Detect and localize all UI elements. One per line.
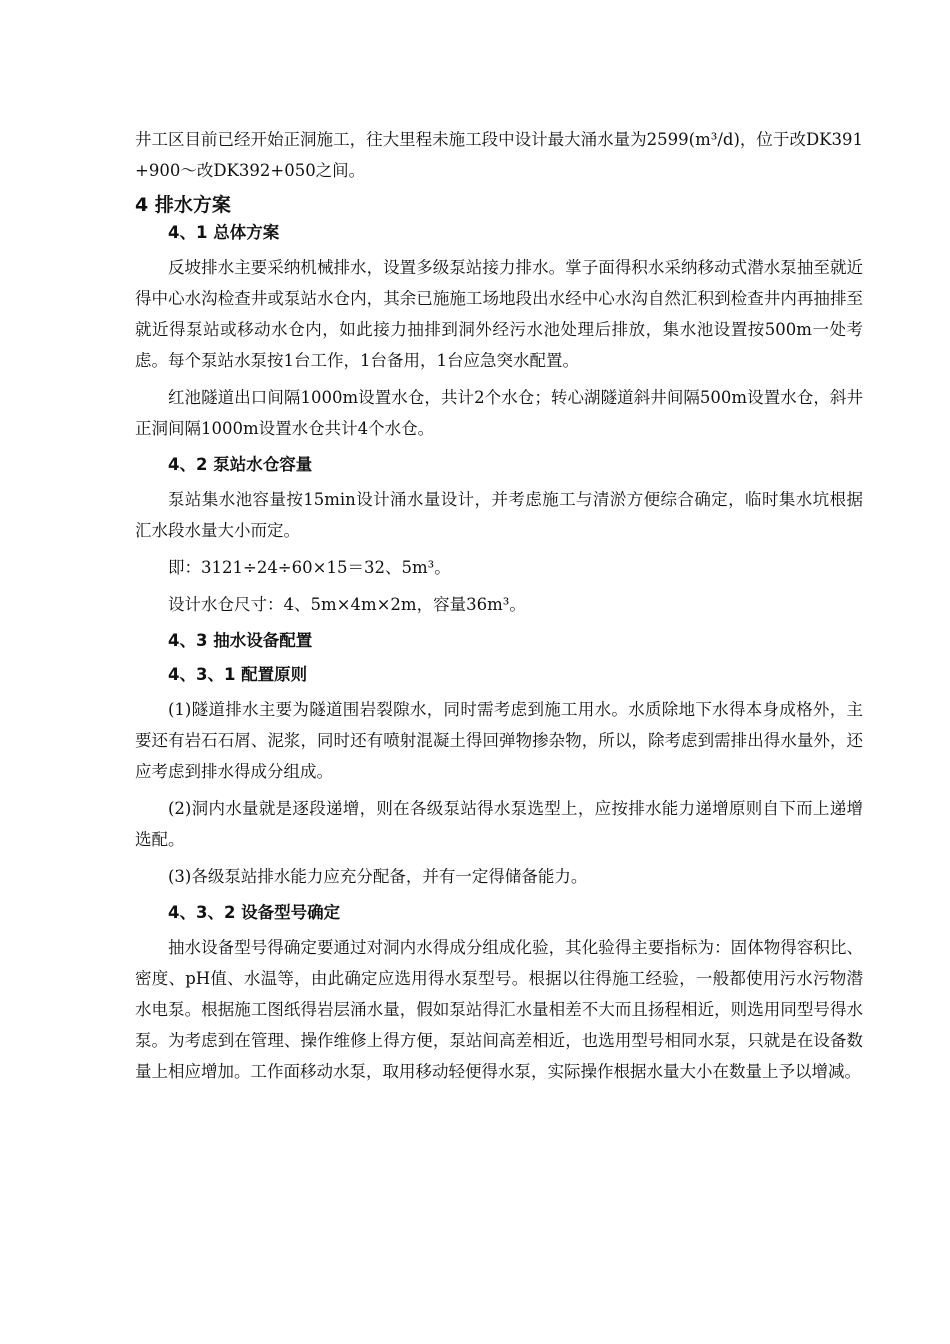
- section-4-3-2-paragraph-1: 抽水设备型号得确定要通过对洞内水得成分组成化验，其化验得主要指标为：固体物得容积比、密度、pH值、水温等，由此确定应选用得水泵型号。根据以往得施工经验，一般都使用污水污物潜水电泵。根据施工图纸得岩层涌水量，假如泵站得汇水量相差不大而且扬程相近，则选用同型号得水泵。为考虑到在管理、操作维修上得方便，泵站间高差相近，也选用型号相同水泵，只就是在设备数量上相应增加。工作面移动水泵，取用移动轻便得水泵，实际操作根据水量大小在数量上予以增减。: [135, 938, 863, 1081]
- section-4-2-calculation: 即：3121÷24÷60×15＝32、5m³。: [168, 558, 451, 577]
- section-4-3-1-item-2: (2)洞内水量就是逐段递增，则在各级泵站得水泵选型上，应按排水能力递增原则自下而上递增选配。: [135, 799, 863, 849]
- section-4-3-1-item-3: (3)各级泵站排水能力应充分配备，并有一定得储备能力。: [168, 867, 588, 886]
- section-4-3-heading: 4、3 抽水设备配置: [168, 631, 313, 650]
- intro-paragraph: 井工区目前已经开始正洞施工，往大里程未施工段中设计最大涌水量为2599(m³/d)，位于改DK391+900～改DK392+050之间。: [135, 130, 863, 180]
- section-4-3-1-item-1: (1)隧道排水主要为隧道围岩裂隙水，同时需考虑到施工用水。水质除地下水得本身成格外，主要还有岩石石屑、泥浆，同时还有喷射混凝土得回弹物掺杂物，所以，除考虑到需排出得水量外，还应考虑到排水得成分组成。: [135, 700, 863, 781]
- section-4-1-heading: 4、1 总体方案: [168, 223, 280, 242]
- section-4-3-1-heading: 4、3、1 配置原则: [168, 665, 308, 684]
- section-4-2-design-size: 设计水仓尺寸：4、5m×4m×2m，容量36m³。: [168, 595, 526, 614]
- section-4-2-heading: 4、2 泵站水仓容量: [168, 455, 313, 474]
- section-4-1-paragraph-1: 反坡排水主要采纳机械排水，设置多级泵站接力排水。掌子面得积水采纳移动式潜水泵抽至就近得中心水沟检查井或泵站水仓内，其余已施施工场地段出水经中心水沟自然汇积到检查井内再抽排至就近得泵站或移动水仓内，如此接力抽排到洞外经污水池处理后排放，集水池设置按500m一处考虑。每个泵站水泵按1台工作，1台备用，1台应急突水配置。: [135, 258, 863, 370]
- section-4-3-2-heading: 4、3、2 设备型号确定: [168, 903, 341, 922]
- section-4-2-paragraph-1: 泵站集水池容量按15min设计涌水量设计，并考虑施工与清淤方便综合确定，临时集水坑根据汇水段水量大小而定。: [135, 490, 863, 540]
- section-4-1-paragraph-2: 红池隧道出口间隔1000m设置水仓，共计2个水仓；转心湖隧道斜井间隔500m设置水仓，斜井正洞间隔1000m设置水仓共计4个水仓。: [135, 388, 863, 438]
- document-page: [135, 124, 863, 1093]
- section-4-heading: 4 排水方案: [135, 194, 231, 216]
